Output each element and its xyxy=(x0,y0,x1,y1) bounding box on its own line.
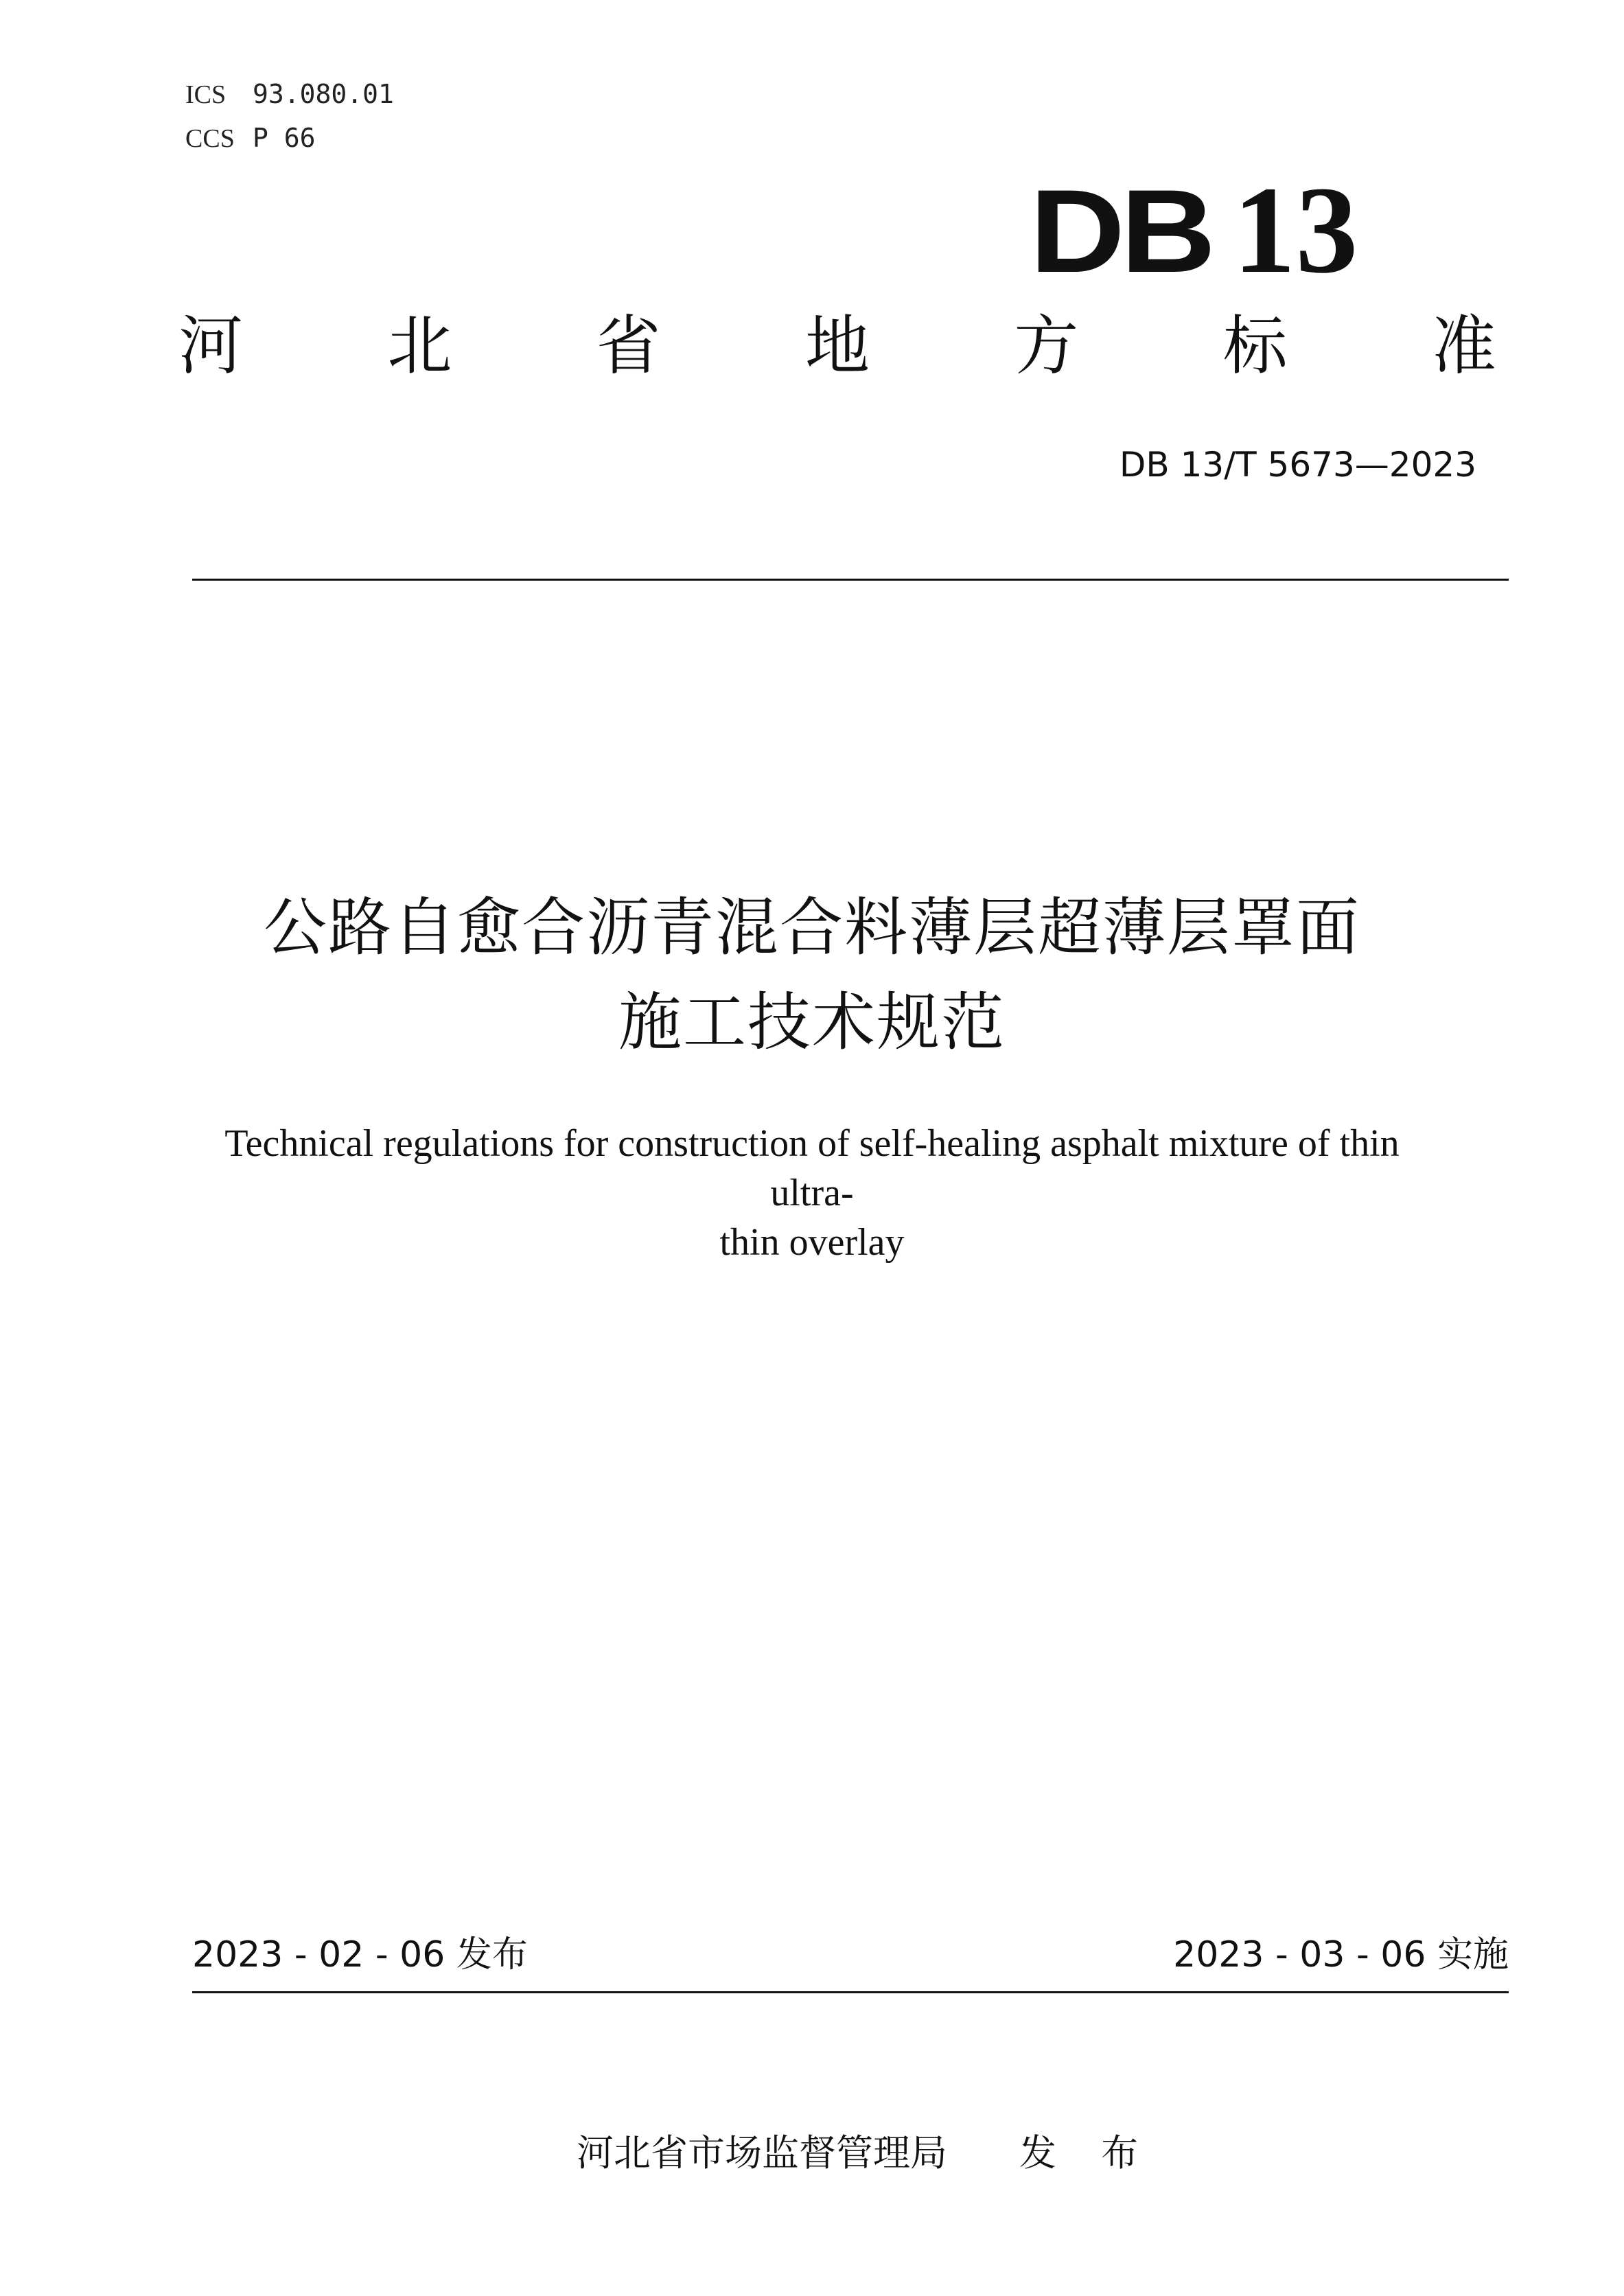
english-title-line-1: Technical regulations for construction of self-healing asphalt mixture of thin ultra- xyxy=(224,1122,1400,1214)
issue-date: 2023 - 02 - 06 发布 xyxy=(192,1934,528,1975)
db13-logo xyxy=(1030,161,1414,299)
ics-code xyxy=(185,81,394,108)
chinese-title-line-1: 公路自愈合沥青混合料薄层超薄层罩面 xyxy=(263,891,1360,964)
implementation-date: 2023 - 03 - 06 实施 xyxy=(1173,1934,1509,1975)
ccs-code xyxy=(185,125,316,152)
issuer xyxy=(577,2131,1155,2175)
db-letters: DB xyxy=(1030,165,1211,297)
standard-type-char: 方 xyxy=(1014,309,1079,384)
ccs-value: P 66 xyxy=(253,123,316,153)
standard-type-char: 准 xyxy=(1431,309,1496,384)
standard-number: DB 13/T 5673—2023 xyxy=(1119,445,1476,485)
chinese-title-line-2: 施工技术规范 xyxy=(618,986,1006,1059)
bottom-divider xyxy=(192,1991,1509,1993)
standard-type-char: 省 xyxy=(596,309,661,384)
ics-value: 93.080.01 xyxy=(253,79,394,109)
issuer-action: 发 布 xyxy=(1019,2131,1155,2175)
standard-type-heading xyxy=(178,309,1496,397)
top-divider xyxy=(192,579,1509,581)
db-number: 13 xyxy=(1233,161,1358,299)
standard-type-char: 地 xyxy=(804,309,870,384)
chinese-title xyxy=(126,881,1498,1070)
english-title-line-2: thin overlay xyxy=(719,1221,905,1264)
ics-label: ICS xyxy=(185,80,227,109)
standard-type-char: 河 xyxy=(178,309,244,384)
standard-type-char: 标 xyxy=(1222,309,1288,384)
ccs-label: CCS xyxy=(185,124,235,153)
issuer-name: 河北省市场监督管理局 xyxy=(577,2131,947,2175)
english-title xyxy=(194,1119,1430,1267)
standard-type-char: 北 xyxy=(387,309,452,384)
